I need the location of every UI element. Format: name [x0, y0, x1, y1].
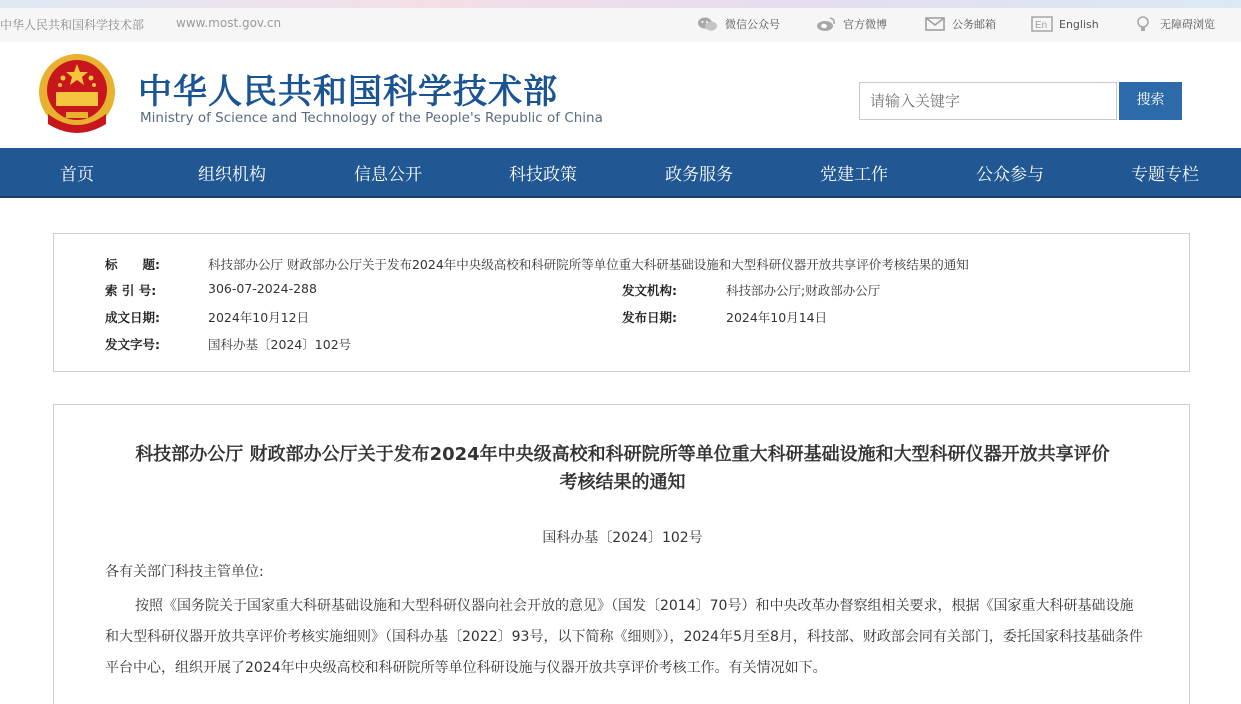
- weibo-label: 官方微博: [843, 18, 887, 31]
- nav-item-home[interactable]: 首页: [60, 165, 94, 185]
- document-content: [53, 404, 1190, 704]
- weibo-icon: [815, 16, 837, 32]
- mail-icon: [924, 16, 946, 32]
- english-label: English: [1059, 17, 1099, 31]
- meta-written-date-value: 2024年10月12日: [208, 310, 310, 325]
- search-button[interactable]: 搜索: [1119, 82, 1182, 120]
- meta-written-date-label: 成文日期:: [105, 310, 160, 325]
- wechat-link[interactable]: [697, 16, 780, 32]
- nav-item-party-building[interactable]: 党建工作: [820, 165, 888, 185]
- accessibility-label: 无障碍浏览: [1160, 18, 1215, 31]
- document-paragraph: 按照《国务院关于国家重大科研基础设施和大型科研仪器向社会开放的意见》（国发〔2014〕70号）和中央改革办督察组相关要求，根据《国家重大科研基础设施和大型科研仪器开放共享评价考核实施细则》（国科办基〔2022〕93号，以下简称《细则》），2024年5月至8月，科技部、财政部会同有关部门，委托国家科技基础条件平台中心，组织开展了2024年中央级高校和科研院所等单位科研设施与仪器开放共享评价考核工作。有关情况如下。: [105, 598, 1143, 676]
- meta-doc-number-value: 国科办基〔2024〕102号: [208, 337, 352, 352]
- mail-label: 公务邮箱: [952, 18, 996, 31]
- document-title-line-2: 考核结果的通知: [559, 472, 686, 493]
- accessibility-icon: [1132, 16, 1154, 32]
- document-title: [94, 441, 1151, 497]
- national-emblem: [36, 52, 118, 136]
- meta-index-value: 306-07-2024-288: [208, 281, 317, 296]
- mail-link[interactable]: [924, 16, 996, 32]
- meta-index-label: 索 引 号:: [105, 283, 157, 298]
- nav-item-services[interactable]: 政务服务: [665, 165, 733, 185]
- document-title-line-1: 科技部办公厅 财政部办公厅关于发布2024年中央级高校和科研院所等单位重大科研基础设施和大型科研仪器开放共享评价: [135, 444, 1110, 465]
- meta-title-value: 科技部办公厅 财政部办公厅关于发布2024年中央级高校和科研院所等单位重大科研基础设施和大型科研仪器开放共享评价考核结果的通知: [208, 257, 969, 272]
- nav-item-public-participation[interactable]: 公众参与: [976, 165, 1044, 185]
- utility-site-name: 中华人民共和国科学技术部: [0, 18, 145, 32]
- meta-agency-value: 科技部办公厅;财政部办公厅: [726, 283, 881, 298]
- svg-text:En: En: [1035, 20, 1048, 31]
- meta-title-label: 标 题:: [105, 257, 160, 272]
- site-header: [0, 42, 1241, 148]
- english-icon: [1031, 16, 1053, 32]
- accessibility-link[interactable]: [1132, 16, 1215, 32]
- site-title-en: Ministry of Science and Technology of the People's Republic of China: [140, 110, 603, 126]
- document-metadata: [53, 233, 1190, 372]
- nav-item-disclosure[interactable]: 信息公开: [354, 165, 422, 185]
- nav-item-policy[interactable]: 科技政策: [509, 165, 577, 185]
- meta-doc-number-label: 发文字号:: [105, 337, 160, 352]
- top-color-strip: [0, 0, 1241, 8]
- utility-site-url[interactable]: www.most.gov.cn: [176, 16, 282, 30]
- nav-item-organization[interactable]: 组织机构: [198, 165, 266, 185]
- english-link[interactable]: [1031, 16, 1099, 32]
- utility-bar: [0, 8, 1241, 42]
- meta-published-date-value: 2024年10月14日: [726, 310, 828, 325]
- wechat-icon: [697, 16, 719, 32]
- site-title-cn: 中华人民共和国科学技术部: [138, 72, 558, 112]
- document-number: 国科办基〔2024〕102号: [542, 530, 703, 546]
- meta-agency-label: 发文机构:: [622, 283, 677, 298]
- nav-item-special-topics[interactable]: 专题专栏: [1131, 165, 1199, 185]
- weibo-link[interactable]: [815, 16, 887, 32]
- search-input[interactable]: 请输入关键字: [859, 82, 1117, 120]
- wechat-label: 微信公众号: [725, 18, 780, 31]
- meta-published-date-label: 发布日期:: [622, 310, 677, 325]
- main-nav: [0, 148, 1241, 198]
- document-salutation: 各有关部门科技主管单位:: [105, 564, 264, 580]
